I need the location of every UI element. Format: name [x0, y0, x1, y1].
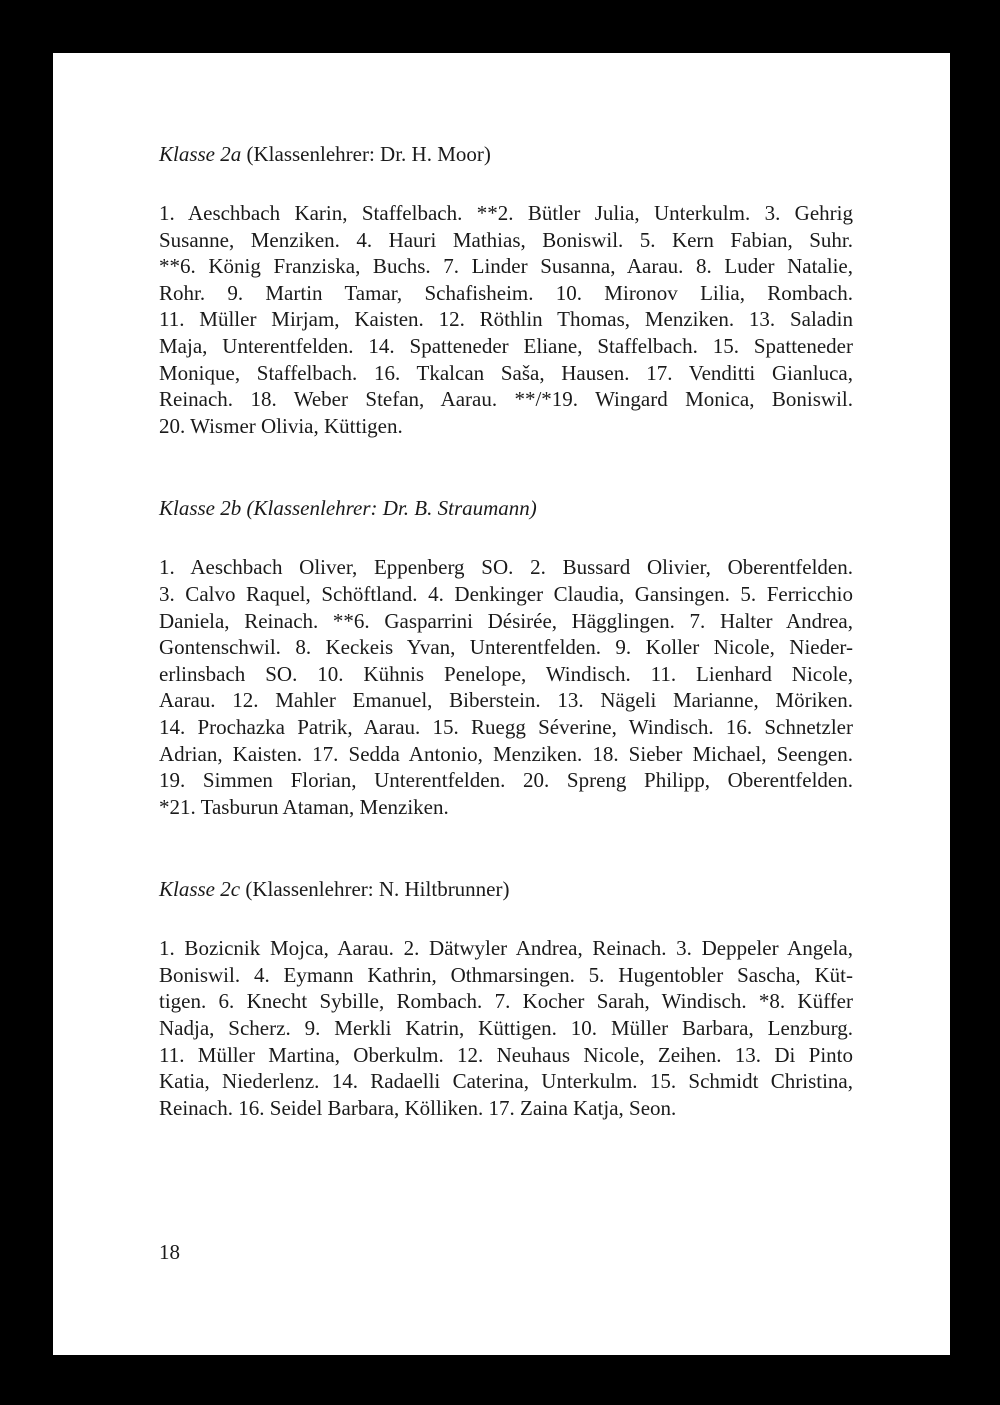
class-name: Klasse 2a	[159, 142, 242, 166]
class-name: Klasse 2c	[159, 877, 241, 902]
student-list-line: Reinach. 18. Weber Stefan, Aarau. **/*19. Wingard Monica, Boniswil.	[159, 387, 853, 412]
student-list-line: 19. Simmen Florian, Unterentfelden. 20. Spreng Philipp, Oberentfelden.	[159, 768, 853, 793]
student-list-line: 14. Prochazka Patrik, Aarau. 15. Ruegg Séverine, Windisch. 16. Schnetzler	[159, 714, 853, 739]
class-teacher: (Klassenlehrer: Dr. H. Moor)	[241, 142, 491, 166]
student-list-line: Rohr. 9. Martin Tamar, Schafisheim. 10. Mironov Lilia, Rombach.	[159, 280, 853, 305]
student-list-line: Gontenschwil. 8. Keckeis Yvan, Unterentfelden. 9. Koller Nicole, Nieder-	[159, 635, 853, 660]
page-content	[159, 141, 853, 1177]
class-section-2c	[159, 876, 853, 1121]
class-section-2b	[159, 495, 853, 820]
student-list-line: Adrian, Kaisten. 17. Sedda Antonio, Menziken. 18. Sieber Michael, Seengen.	[159, 741, 853, 766]
page-number: 18	[159, 1240, 180, 1264]
student-list-line: **6. König Franziska, Buchs. 7. Linder Susanna, Aarau. 8. Luder Natalie,	[159, 254, 853, 279]
student-list	[159, 200, 853, 439]
document-page	[53, 53, 950, 1355]
class-name: Klasse 2b (Klassenlehrer: Dr. B. Straumann)	[159, 496, 537, 521]
class-section-2a	[159, 141, 853, 439]
student-list-line: 1. Aeschbach Karin, Staffelbach. **2. Bütler Julia, Unterkulm. 3. Gehrig	[159, 201, 853, 225]
student-list-line: *21. Tasburun Ataman, Menziken.	[159, 794, 449, 819]
student-list-line: 1. Bozicnik Mojca, Aarau. 2. Dätwyler Andrea, Reinach. 3. Deppeler Angela,	[159, 936, 853, 961]
student-list-line: Aarau. 12. Mahler Emanuel, Biberstein. 13. Nägeli Marianne, Möriken.	[159, 688, 853, 713]
student-list	[159, 935, 853, 1121]
student-list-line: erlinsbach SO. 10. Kühnis Penelope, Windisch. 11. Lienhard Nicole,	[159, 661, 853, 686]
student-list-line: Daniela, Reinach. **6. Gasparrini Désirée, Hägglingen. 7. Halter Andrea,	[159, 608, 853, 633]
student-list	[159, 554, 853, 820]
student-list-line: 20. Wismer Olivia, Küttigen.	[159, 413, 403, 438]
student-list-line: Maja, Unterentfelden. 14. Spatteneder Eliane, Staffelbach. 15. Spatteneder	[159, 333, 853, 358]
student-list-line: Boniswil. 4. Eymann Kathrin, Othmarsingen. 5. Hugentobler Sascha, Küt-	[159, 962, 853, 987]
class-teacher: (Klassenlehrer: N. Hiltbrunner)	[240, 877, 510, 902]
student-list-line: Susanne, Menziken. 4. Hauri Mathias, Boniswil. 5. Kern Fabian, Suhr.	[159, 227, 853, 252]
student-list-line: 3. Calvo Raquel, Schöftland. 4. Denkinger Claudia, Gansingen. 5. Ferricchio	[159, 581, 853, 606]
student-list-line: tigen. 6. Knecht Sybille, Rombach. 7. Kocher Sarah, Windisch. *8. Küffer	[159, 989, 853, 1014]
student-list-line: Monique, Staffelbach. 16. Tkalcan Saša, Hausen. 17. Venditti Gianluca,	[159, 360, 853, 385]
section-heading	[159, 141, 853, 167]
student-list-line: 11. Müller Mirjam, Kaisten. 12. Röthlin Thomas, Menziken. 13. Saladin	[159, 307, 853, 332]
section-heading	[159, 876, 853, 902]
student-list-line: 11. Müller Martina, Oberkulm. 12. Neuhaus Nicole, Zeihen. 13. Di Pinto	[159, 1042, 853, 1067]
student-list-line: 1. Aeschbach Oliver, Eppenberg SO. 2. Bussard Olivier, Oberentfelden.	[159, 555, 853, 580]
student-list-line: Katia, Niederlenz. 14. Radaelli Caterina, Unterkulm. 15. Schmidt Christina,	[159, 1069, 853, 1094]
section-heading	[159, 495, 853, 521]
student-list-line: Nadja, Scherz. 9. Merkli Katrin, Küttigen. 10. Müller Barbara, Lenzburg.	[159, 1016, 853, 1041]
student-list-line: Reinach. 16. Seidel Barbara, Kölliken. 17. Zaina Katja, Seon.	[159, 1095, 677, 1120]
